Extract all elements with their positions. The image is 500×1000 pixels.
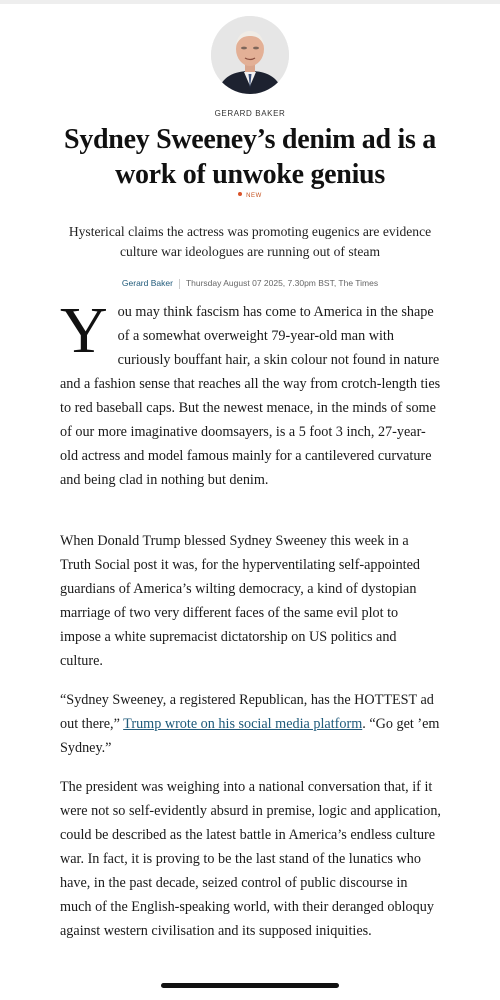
meta-separator xyxy=(179,279,180,289)
article-standfirst: Hysterical claims the actress was promoting eugenics are evidence culture war ideologues are running out of steam xyxy=(68,224,432,259)
new-badge-label: NEW xyxy=(246,193,262,199)
article-paragraph: The president was weighing into a national conversation that, if it were not so self-evidently absurd in premise, logic and application, could be described as the latest battle in America’s endless culture war. In fact, it is proving to be the last stand of the lunatics who have, in the past decade, seized control of public discourse in much of the English-speaking world, with their deranged obloquy against western civilisation and its supposed iniquities. xyxy=(60,779,441,939)
new-badge xyxy=(0,193,500,199)
byline-author-link[interactable]: Gerard Baker xyxy=(121,278,173,288)
top-divider xyxy=(0,0,500,4)
byline-date: Thursday August 07 2025, 7.30pm BST, The Times xyxy=(185,278,379,288)
new-dot-icon xyxy=(238,192,242,196)
article-body xyxy=(60,294,442,943)
article-paragraph xyxy=(60,688,442,760)
trump-post-link[interactable]: Trump wrote on his social media platform xyxy=(123,716,363,732)
author-portrait-image xyxy=(211,16,289,94)
home-indicator[interactable] xyxy=(161,983,339,988)
quote-text-end: . “Go get ’em Sydney.” xyxy=(60,716,440,756)
article-paragraph: When Donald Trump blessed Sydney Sweeney this week in a Truth Social post it was, for the hyperventilating self-appointed guardians of America’s wilting democracy, a kind of dystopian marriage of two very different faces of the same evil plot to impose a white supremacist dictatorship on US politics and culture. xyxy=(60,533,421,669)
quote-text: “Sydney Sweeney, a registered Republican, has the HOTTEST ad out there,” xyxy=(60,692,434,732)
article-headline: Sydney Sweeney’s denim ad is a work of unwoke genius xyxy=(64,124,436,190)
paragraph-text: ou may think fascism has come to America in the shape of a somewhat overweight 79-year-old man with curiously bouffant hair, a skin colour not found in nature and a fashion sense that reaches all the way from crotch-length ties to red baseball caps. But the newest menace, in the minds of some of our more imaginative doomsayers, is a 5 foot 3 inch, 27-year-old actress and model famous mainly for a cantilevered curvature and being clad in nothing but denim. xyxy=(60,304,441,488)
author-avatar[interactable] xyxy=(211,16,289,94)
article-meta xyxy=(0,278,500,289)
article-paragraph xyxy=(60,294,442,516)
drop-cap: Y xyxy=(60,294,108,367)
author-label: GERARD BAKER xyxy=(214,109,286,118)
